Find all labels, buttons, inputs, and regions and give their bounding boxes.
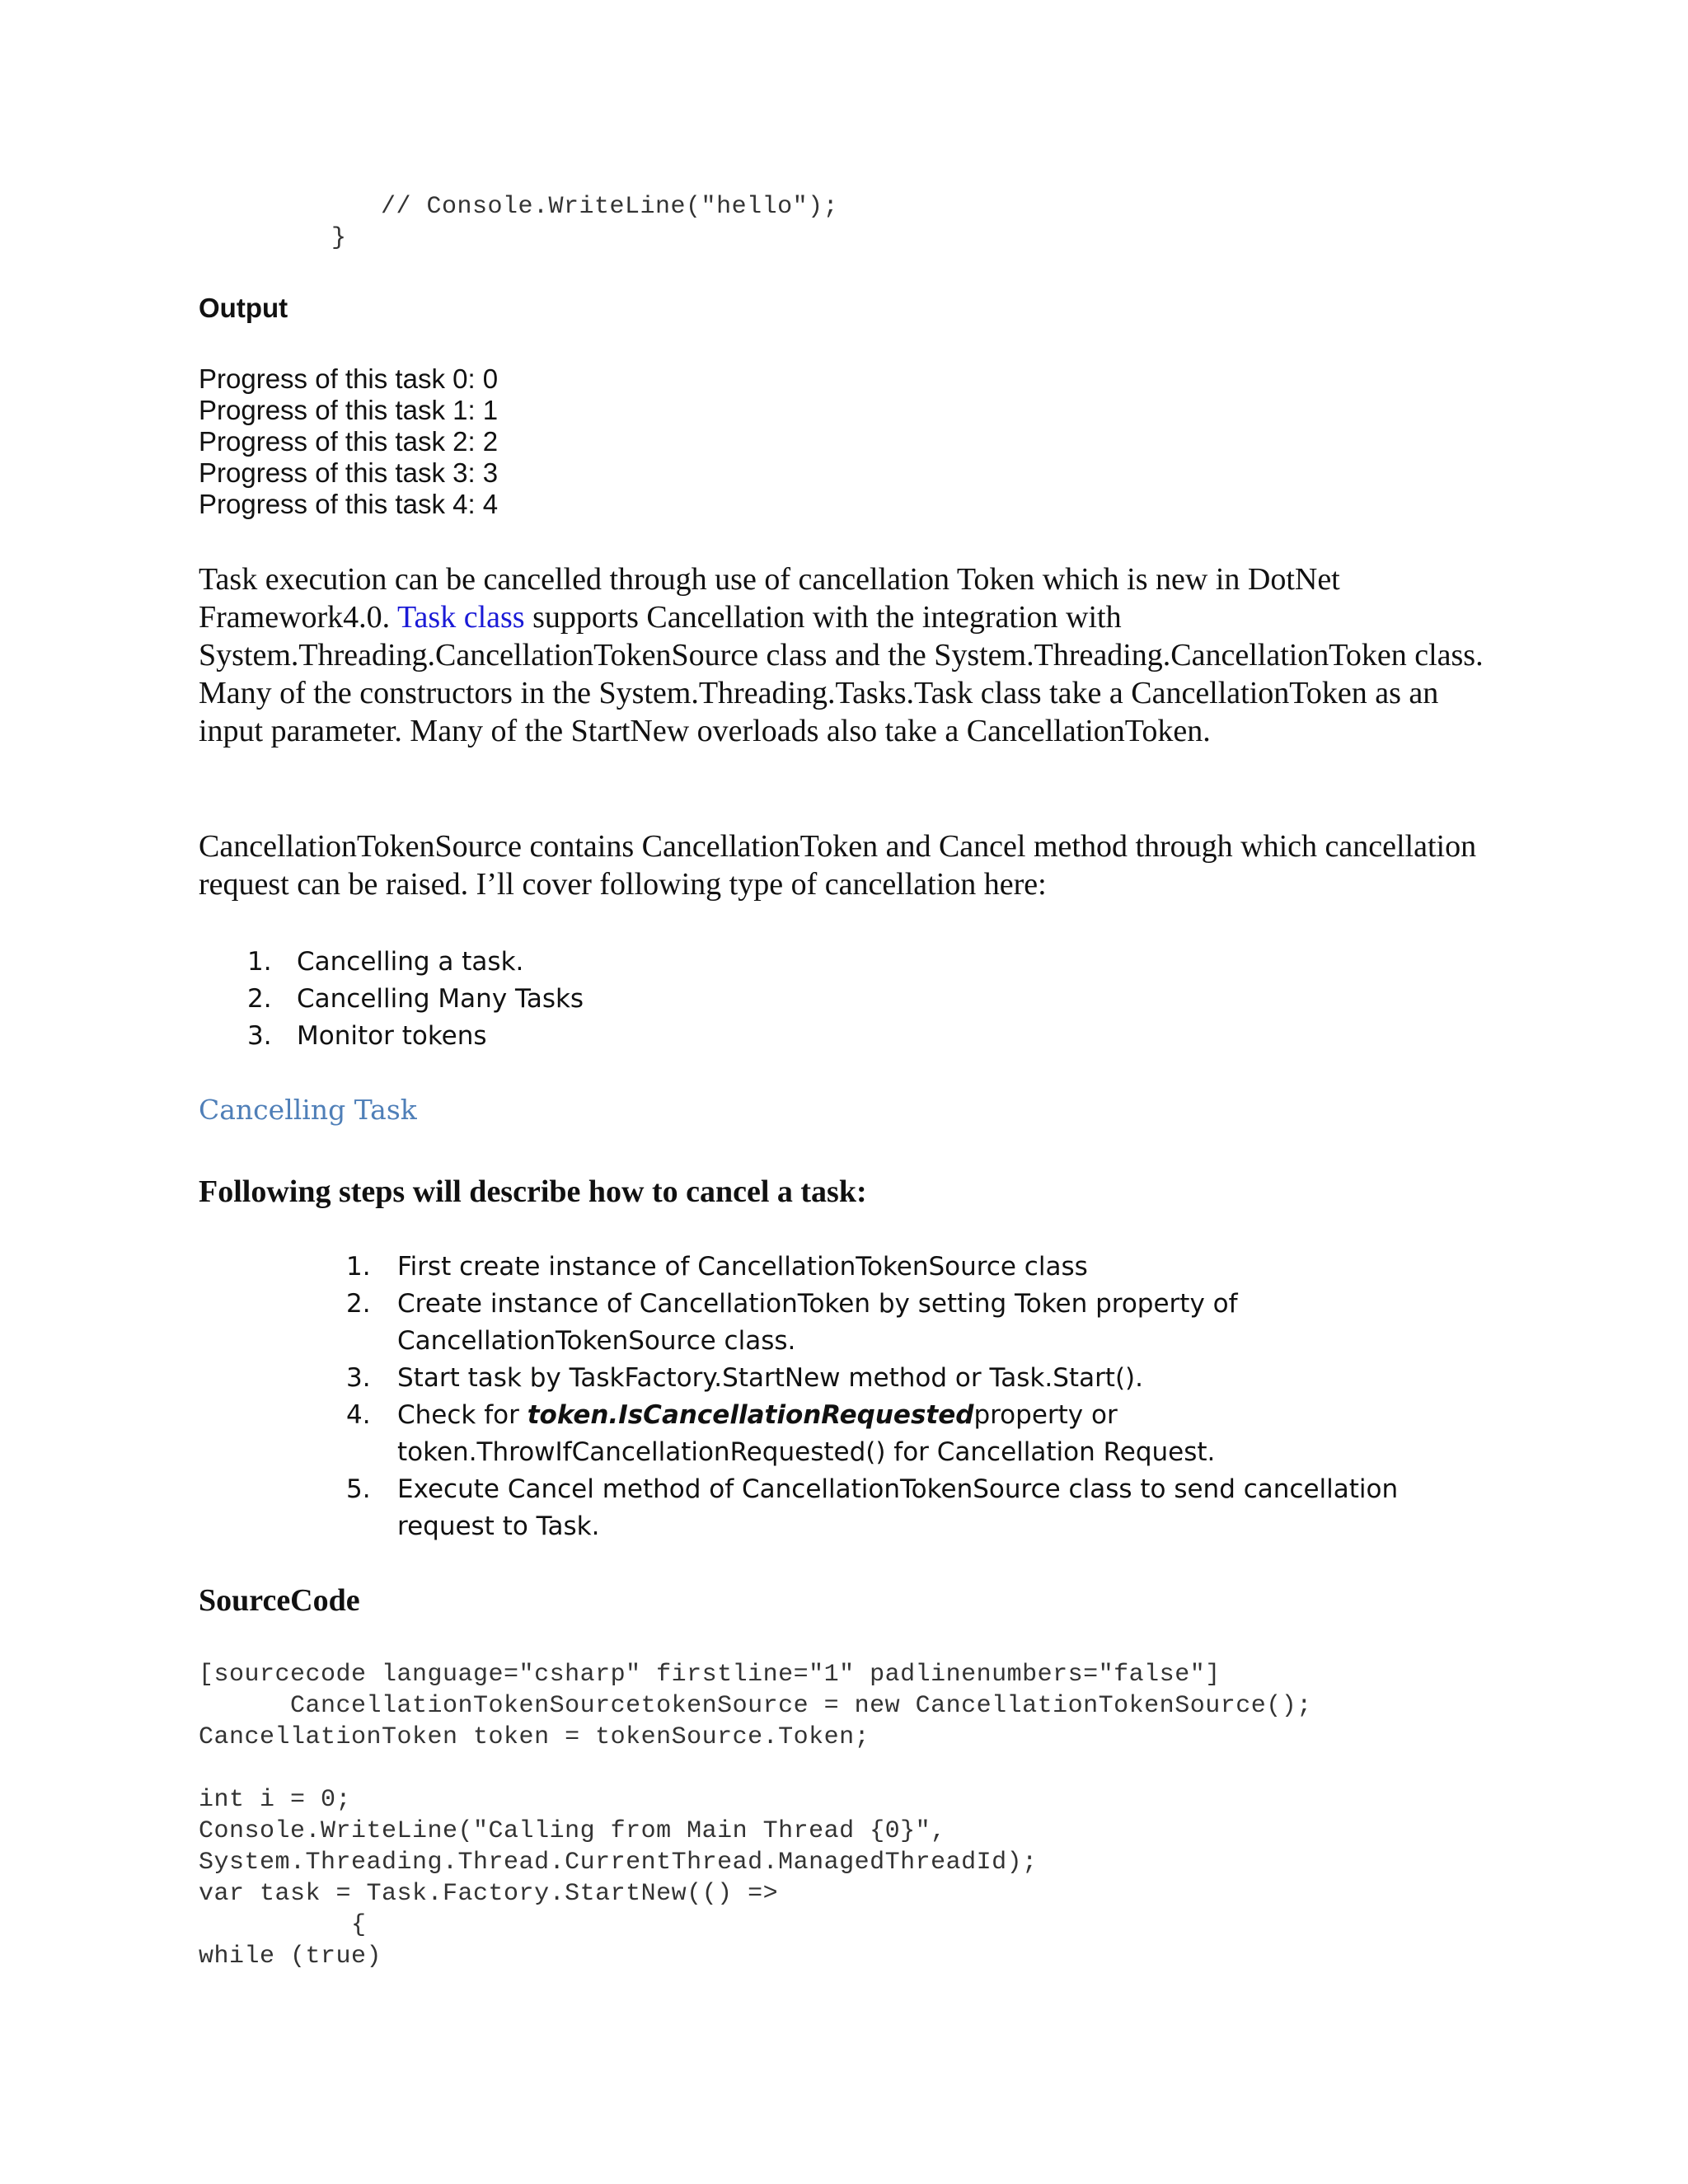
cancelling-task-heading: Cancelling Task — [199, 1094, 417, 1126]
code-line: { — [199, 1911, 367, 1939]
step-text: Start task by TaskFactory.StartNew method or Task.Start(). — [397, 1363, 1144, 1393]
step-item — [346, 1286, 1263, 1360]
step-text-pre: Check for — [397, 1400, 528, 1430]
step-number: 5. — [346, 1474, 371, 1504]
output-line: Progress of this task 2: 2 — [199, 426, 499, 457]
list-number: 1. — [247, 947, 272, 977]
code-line: CancellationTokenSourcetokenSource = new CancellationTokenSource(); — [199, 1692, 1312, 1720]
code-line: var task = Task.Factory.StartNew(() => — [199, 1880, 779, 1908]
output-heading: Output — [199, 293, 288, 323]
list-item — [247, 981, 584, 1018]
code-line: CancellationToken token = tokenSource.Token; — [199, 1723, 870, 1751]
list-number: 2. — [247, 984, 272, 1014]
list-item — [247, 1018, 487, 1055]
step-item — [346, 1360, 1535, 1397]
source-code-heading: SourceCode — [199, 1583, 360, 1618]
step-item — [346, 1397, 1263, 1471]
step-number: 3. — [346, 1363, 371, 1393]
intro-text-end: supports Cancellation with the integration with System.Threading.CancellationTokenSource class and the System.Threading.CancellationToken class. Many of the constructors in the System.Threading.Tasks.Task class take a CancellationToken as an input parameter. Many of the StartNew overloads also take a CancellationToken. — [199, 600, 1484, 748]
output-line: Progress of this task 1: 1 — [199, 395, 499, 425]
code-line: Console.WriteLine("Calling from Main Thread {0}", — [199, 1817, 946, 1845]
output-line: Progress of this task 4: 4 — [199, 489, 499, 519]
step-text: Execute Cancel method of CancellationTokenSource class to send cancellation request to Task. — [397, 1474, 1399, 1541]
step-number: 1. — [346, 1252, 371, 1282]
output-line: Progress of this task 0: 0 — [199, 363, 499, 394]
token-source-paragraph: CancellationTokenSource contains CancellationToken and Cancel method through which cancellation request can be raised. I’ll cover following type of cancellation here: — [199, 829, 1477, 902]
code-line-console: // Console.WriteLine("hello"); — [381, 193, 839, 221]
list-text: Monitor tokens — [297, 1021, 487, 1051]
step-item — [346, 1471, 1477, 1545]
output-line: Progress of this task 3: 3 — [199, 457, 499, 488]
step-text-post: property or token.ThrowIfCancellationRequested() for Cancellation Request. — [397, 1400, 1216, 1467]
step-text: Create instance of CancellationToken by setting Token property of CancellationTokenSource class. — [397, 1289, 1238, 1356]
code-line: while (true) — [199, 1943, 382, 1971]
step-number: 4. — [346, 1400, 371, 1430]
list-item — [247, 944, 523, 981]
code-line: System.Threading.Thread.CurrentThread.ManagedThreadId); — [199, 1849, 1038, 1877]
task-class-link[interactable]: Task class — [397, 600, 525, 635]
code-line-brace: } — [331, 224, 347, 252]
intro-text-start: Task execution can be cancelled through use of cancellation Token which is new in DotNet Framework4.0. — [199, 562, 1340, 635]
list-number: 3. — [247, 1021, 272, 1051]
step-item — [346, 1249, 1535, 1286]
step-text-bold: token.IsCancellationRequested — [527, 1400, 974, 1430]
steps-heading: Following steps will describe how to cancel a task: — [199, 1174, 867, 1209]
list-text: Cancelling Many Tasks — [297, 984, 584, 1014]
code-line: int i = 0; — [199, 1786, 352, 1814]
step-text: First create instance of CancellationTokenSource class — [397, 1252, 1088, 1282]
step-number: 2. — [346, 1289, 371, 1319]
list-text: Cancelling a task. — [297, 947, 524, 977]
code-line: [sourcecode language="csharp" firstline="1" padlinenumbers="false"] — [199, 1661, 1221, 1689]
intro-paragraph — [199, 560, 1493, 750]
